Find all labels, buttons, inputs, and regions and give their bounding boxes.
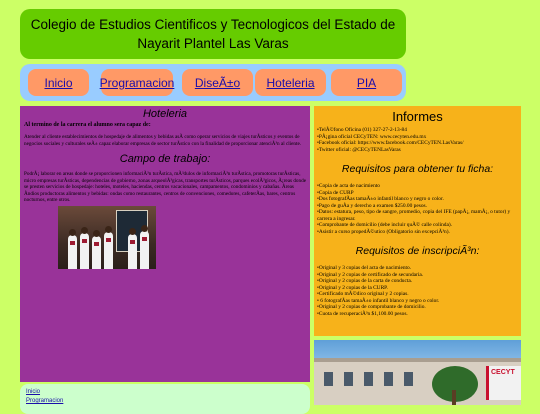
requisito-inscripcion-item: •Certificado mÃ©dico original y 2 copias. xyxy=(317,291,409,297)
contact-facebook[interactable]: •Facebook oficial: https://www.facebook.com/CECyTEN.LasVaras/ xyxy=(317,140,464,146)
campo-title: Campo de trabajo: xyxy=(119,153,211,165)
requisito-ficha-item: •Datos: estatura, peso, tipo de sangre, promedio, copia del IFE (papÃ¡, mamÃ¡, o tutor) y carrera a ingresar. xyxy=(317,209,511,222)
info-panel xyxy=(314,106,521,336)
photo-student xyxy=(140,231,149,269)
site-header xyxy=(20,9,406,59)
footer-nav xyxy=(20,384,310,414)
contact-phone: •TelÃ©fono Oficina (01) 327-27-2-13-84 xyxy=(317,127,407,133)
campus-sign-text: CECYT xyxy=(491,369,515,376)
requisitos-inscripcion-title: Requisitos de inscripciÃ³n: xyxy=(355,245,480,257)
nav-programacion[interactable]: Programacion xyxy=(101,69,173,96)
contact-website[interactable]: •PÃ¡gina oficial CECyTEN: www.cecyten.edu.mx xyxy=(317,133,427,140)
requisito-ficha-item: •Comprobante de domicilio (debe incluir quÃ© calle colinda). xyxy=(317,222,453,228)
page-title-line-2: Nayarit Plantel Las Varas xyxy=(137,36,289,51)
requisito-ficha-item: •Asistir a curso propedÃ©utico (Obligatorio sin excepciÃ³n). xyxy=(317,228,450,235)
footer-nav-programacion[interactable]: Programacion xyxy=(26,398,64,404)
photo-student xyxy=(104,232,113,269)
contact-twitter[interactable]: •Twitter oficial: @CECyTENLasVaras xyxy=(317,146,401,153)
nav-diseno[interactable]: DiseÃ±o xyxy=(182,69,253,96)
photo-student xyxy=(92,236,101,269)
career-description: Atender al cliente establecimientos de hospedaje de alimentos y bebidas asÃ como operar servicios de viajes turÃsticos y eventos de negocios sociales y culturales seÃ± capaz elaborar empresas de sector turÃstico con la finalidad de proporcionar atenciÃ³n al cliente. xyxy=(24,134,302,147)
photo-student xyxy=(80,233,89,269)
requisito-inscripcion-item: •Original y 2 copias de comprobante de domicilio. xyxy=(317,304,426,310)
requisito-ficha-item: •Copia de CURP xyxy=(317,189,354,196)
campus-tree-trunk xyxy=(452,390,456,405)
campus-sign xyxy=(486,366,521,400)
requisitos-ficha-title: Requisitos para obtener tu ficha: xyxy=(341,163,494,175)
requisito-inscripcion-item: •Original y 2 copias de la CURP. xyxy=(317,284,388,291)
photo-student xyxy=(68,235,77,269)
campus-window xyxy=(364,372,373,386)
campus-window xyxy=(404,372,413,386)
students-photo xyxy=(58,206,156,269)
top-nav xyxy=(20,64,406,101)
campus-window xyxy=(384,372,393,386)
nav-hoteleria[interactable]: Hoteleria xyxy=(255,69,326,96)
requisito-inscripcion-item: •Cuota de recuperaciÃ³n $1,100.00 pesos. xyxy=(317,310,408,317)
section-subtitle: Al termino de la carrera el alumno sera capaz de: xyxy=(24,122,151,128)
requisito-ficha-item: •Dos fotografÃas tamaÃ±o infantil blanco y negro o color. xyxy=(317,196,444,202)
footer-nav-inicio[interactable]: Inicio xyxy=(26,389,41,395)
campo-description: PodrÃ¡ laborar en areas donde se proporcionen informaciÃ³n turÃstica, mÃ³dulos de informaciÃ³n turÃstica, promotoras turÃsticas, micro empresas turÃsticas, dependencias de gobierno, zonas arqueolÃ³gicas, transportes turÃsticos, parques ecolÃ³gicos, Ã¡reas donde se presten servicios de hospedaje: hoteles, moteles, haciendas, centros vacacionales, campamentos, condominios y cabañas. Ãreas Ãndios productoras alimentos y bebidas: ondas como restaurantes, centros de convenciones, comedores, cafeterÃas, bares, centros nocturnos, entre otros. xyxy=(24,171,306,203)
section-title: Hoteleria xyxy=(142,108,188,120)
nav-inicio[interactable]: Inicio xyxy=(28,69,89,96)
page-title-line-1: Colegio de Estudios Cientificos y Tecnologicos del Estado de xyxy=(30,17,396,32)
requisito-inscripcion-item: •Original y 2 copias de la carta de conducta. xyxy=(317,278,413,284)
page-title xyxy=(31,15,395,53)
requisito-ficha-item: •Copia de acta de nacimiento xyxy=(317,183,380,189)
requisito-inscripcion-item: •Original y 3 copias del acta de nacimiento. xyxy=(317,265,412,271)
info-title: Informes xyxy=(392,109,443,124)
requisito-ficha-item: •Pago de guÃa y derecho a examen $250.00 pesos. xyxy=(317,202,427,209)
campus-window xyxy=(344,372,353,386)
photo-student xyxy=(128,234,137,269)
campus-window xyxy=(324,372,333,386)
requisito-inscripcion-item: •Original y 2 copias de certificado de secundaria. xyxy=(317,271,424,278)
campus-photo xyxy=(314,340,521,405)
nav-pia[interactable]: PIA xyxy=(331,69,402,96)
requisito-inscripcion-item: • 6 fotografÃas tamaÃ±o infantil blanco y negro o color. xyxy=(317,297,440,304)
